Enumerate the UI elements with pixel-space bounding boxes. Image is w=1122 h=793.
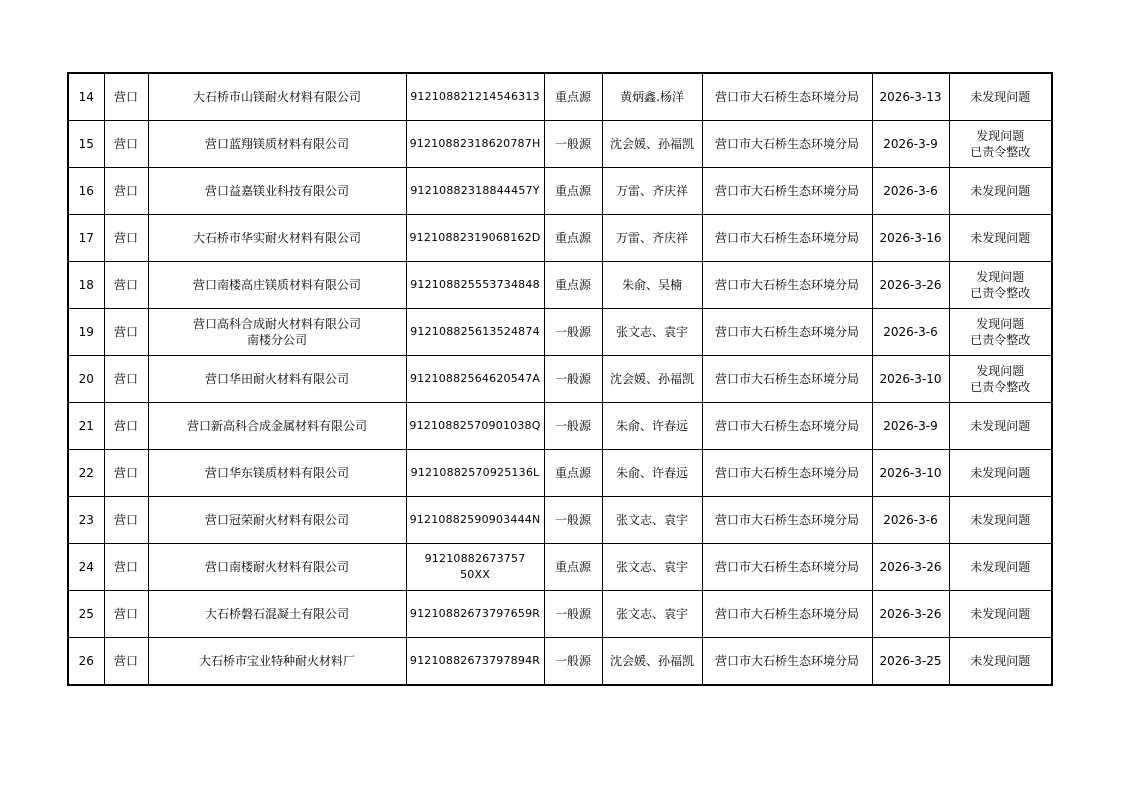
source-type-cell: 重点源 [544,262,602,309]
source-type-cell: 一般源 [544,309,602,356]
row-number: 14 [68,73,104,121]
inspectors-cell: 张文志、袁宇 [602,309,702,356]
credit-code-cell: 91210882673797659R [406,591,544,638]
inspection-date-cell: 2026-3-6 [872,309,949,356]
city-cell: 营口 [104,356,148,403]
table-row [68,450,1052,497]
inspection-unit-cell: 营口市大石桥生态环境分局 [702,309,872,356]
inspection-result-cell: 发现问题 已责令整改 [949,356,1052,403]
city-cell: 营口 [104,450,148,497]
table-row [68,356,1052,403]
row-number: 16 [68,168,104,215]
inspectors-cell: 张文志、袁宇 [602,591,702,638]
company-name-cell: 营口南楼高庄镁质材料有限公司 [148,262,406,309]
inspection-date-cell: 2026-3-26 [872,544,949,591]
company-name-cell: 营口华东镁质材料有限公司 [148,450,406,497]
inspection-result-cell: 未发现问题 [949,450,1052,497]
row-number: 24 [68,544,104,591]
source-type-cell: 一般源 [544,497,602,544]
inspection-result-cell: 未发现问题 [949,403,1052,450]
table-row [68,309,1052,356]
credit-code-cell: 91210882318620787H [406,121,544,168]
inspectors-cell: 张文志、袁宇 [602,497,702,544]
table-row [68,544,1052,591]
inspectors-cell: 朱俞、吴楠 [602,262,702,309]
company-name-cell: 大石桥市华实耐火材料有限公司 [148,215,406,262]
credit-code-cell: 912108821214546313 [406,73,544,121]
inspection-unit-cell: 营口市大石桥生态环境分局 [702,403,872,450]
inspection-date-cell: 2026-3-10 [872,450,949,497]
inspection-unit-cell: 营口市大石桥生态环境分局 [702,262,872,309]
inspection-result-cell: 未发现问题 [949,168,1052,215]
company-name-cell: 营口益嘉镁业科技有限公司 [148,168,406,215]
inspection-date-cell: 2026-3-6 [872,497,949,544]
company-name-cell: 营口冠荣耐火材料有限公司 [148,497,406,544]
inspection-unit-cell: 营口市大石桥生态环境分局 [702,591,872,638]
city-cell: 营口 [104,73,148,121]
row-number: 15 [68,121,104,168]
inspection-result-cell: 未发现问题 [949,638,1052,686]
city-cell: 营口 [104,215,148,262]
inspection-unit-cell: 营口市大石桥生态环境分局 [702,121,872,168]
inspection-unit-cell: 营口市大石桥生态环境分局 [702,215,872,262]
source-type-cell: 一般源 [544,638,602,686]
inspection-result-cell: 发现问题 已责令整改 [949,121,1052,168]
row-number: 17 [68,215,104,262]
credit-code-cell: 91210882570925136L [406,450,544,497]
inspection-result-cell: 发现问题 已责令整改 [949,309,1052,356]
inspection-result-cell: 未发现问题 [949,544,1052,591]
source-type-cell: 一般源 [544,121,602,168]
credit-code-cell: 912108825613524874 [406,309,544,356]
inspection-result-cell: 未发现问题 [949,73,1052,121]
city-cell: 营口 [104,638,148,686]
source-type-cell: 重点源 [544,544,602,591]
company-name-cell: 营口新高科合成金属材料有限公司 [148,403,406,450]
inspection-date-cell: 2026-3-9 [872,121,949,168]
inspection-date-cell: 2026-3-13 [872,73,949,121]
credit-code-cell: 91210882318844457Y [406,168,544,215]
city-cell: 营口 [104,403,148,450]
source-type-cell: 重点源 [544,73,602,121]
row-number: 23 [68,497,104,544]
inspectors-cell: 沈会媛、孙福凯 [602,121,702,168]
inspection-unit-cell: 营口市大石桥生态环境分局 [702,497,872,544]
city-cell: 营口 [104,497,148,544]
credit-code-cell: 91210882570901038Q [406,403,544,450]
table-row [68,591,1052,638]
inspectors-cell: 沈会媛、孙福凯 [602,356,702,403]
inspection-date-cell: 2026-3-25 [872,638,949,686]
inspection-unit-cell: 营口市大石桥生态环境分局 [702,168,872,215]
source-type-cell: 重点源 [544,168,602,215]
company-name-cell: 营口高科合成耐火材料有限公司 南楼分公司 [148,309,406,356]
inspection-date-cell: 2026-3-9 [872,403,949,450]
inspection-date-cell: 2026-3-26 [872,591,949,638]
inspection-date-cell: 2026-3-26 [872,262,949,309]
table-row [68,121,1052,168]
city-cell: 营口 [104,168,148,215]
inspectors-cell: 黄炳鑫.杨洋 [602,73,702,121]
source-type-cell: 一般源 [544,403,602,450]
source-type-cell: 重点源 [544,215,602,262]
row-number: 19 [68,309,104,356]
row-number: 26 [68,638,104,686]
inspection-result-cell: 未发现问题 [949,215,1052,262]
company-name-cell: 营口华田耐火材料有限公司 [148,356,406,403]
inspection-unit-cell: 营口市大石桥生态环境分局 [702,356,872,403]
inspection-date-cell: 2026-3-16 [872,215,949,262]
credit-code-cell: 91210882319068162D [406,215,544,262]
credit-code-cell: 91210882673757 50XX [406,544,544,591]
city-cell: 营口 [104,121,148,168]
inspection-unit-cell: 营口市大石桥生态环境分局 [702,544,872,591]
inspection-date-cell: 2026-3-6 [872,168,949,215]
company-name-cell: 大石桥磐石混凝土有限公司 [148,591,406,638]
inspection-result-cell: 未发现问题 [949,497,1052,544]
source-type-cell: 一般源 [544,356,602,403]
inspectors-cell: 张文志、袁宇 [602,544,702,591]
city-cell: 营口 [104,591,148,638]
row-number: 18 [68,262,104,309]
table-body [68,73,1052,685]
inspection-table [67,72,1053,686]
table-row [68,403,1052,450]
city-cell: 营口 [104,544,148,591]
inspectors-cell: 朱俞、许春远 [602,450,702,497]
table-row [68,73,1052,121]
row-number: 20 [68,356,104,403]
row-number: 25 [68,591,104,638]
source-type-cell: 重点源 [544,450,602,497]
company-name-cell: 营口蓝翔镁质材料有限公司 [148,121,406,168]
city-cell: 营口 [104,262,148,309]
credit-code-cell: 91210882673797894R [406,638,544,686]
table-row [68,262,1052,309]
inspection-result-cell: 发现问题 已责令整改 [949,262,1052,309]
company-name-cell: 大石桥市山镁耐火材料有限公司 [148,73,406,121]
inspectors-cell: 万雷、齐庆祥 [602,215,702,262]
table-row [68,215,1052,262]
inspection-unit-cell: 营口市大石桥生态环境分局 [702,450,872,497]
row-number: 22 [68,450,104,497]
credit-code-cell: 91210882590903444N [406,497,544,544]
inspection-date-cell: 2026-3-10 [872,356,949,403]
table-row [68,638,1052,686]
source-type-cell: 一般源 [544,591,602,638]
inspectors-cell: 朱俞、许春远 [602,403,702,450]
inspection-unit-cell: 营口市大石桥生态环境分局 [702,73,872,121]
inspection-unit-cell: 营口市大石桥生态环境分局 [702,638,872,686]
table-row [68,497,1052,544]
credit-code-cell: 912108825553734848 [406,262,544,309]
table-row [68,168,1052,215]
company-name-cell: 大石桥市宝业特种耐火材料厂 [148,638,406,686]
inspectors-cell: 万雷、齐庆祥 [602,168,702,215]
inspectors-cell: 沈会媛、孙福凯 [602,638,702,686]
city-cell: 营口 [104,309,148,356]
inspection-result-cell: 未发现问题 [949,591,1052,638]
row-number: 21 [68,403,104,450]
credit-code-cell: 91210882564620547A [406,356,544,403]
company-name-cell: 营口南楼耐火材料有限公司 [148,544,406,591]
